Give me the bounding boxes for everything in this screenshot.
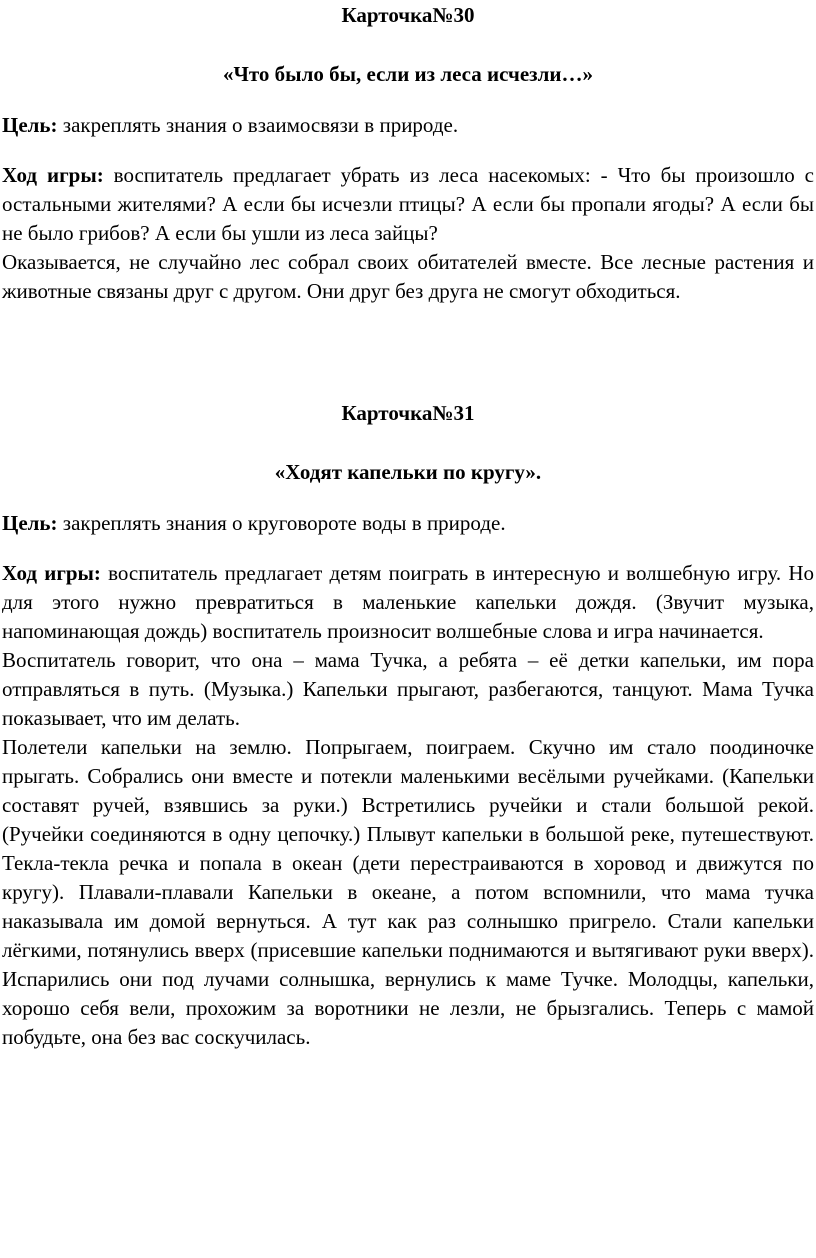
goal-text: закреплять знания о круговороте воды в природе. <box>57 511 506 535</box>
goal-label: Цель: <box>2 511 58 535</box>
body-paragraph: Воспитатель говорит, что она – мама Тучка, а ребята – её детки капельки, им пора отправляться в путь. (Музыка.) Капельки прыгают, разбегаются, танцуют. Мама Тучка показывает, что им делать. <box>2 648 814 730</box>
goal-paragraph <box>2 111 814 140</box>
course-paragraph <box>2 559 814 646</box>
card-title: Карточка№30 <box>341 3 475 27</box>
card-subtitle: «Что было бы, если из леса исчезли…» <box>222 62 593 86</box>
body-paragraph: Оказывается, не случайно лес собрал своих обитателей вместе. Все лесные растения и животные связаны друг с другом. Они друг без друга не смогут обходиться. <box>2 250 814 303</box>
goal-label: Цель: <box>2 113 58 137</box>
card-title: Карточка№31 <box>341 401 475 425</box>
course-label: Ход игры: <box>2 561 101 585</box>
course-paragraph <box>2 161 814 248</box>
card-subtitle: «Ходят капельки по кругу». <box>274 460 542 484</box>
course-label: Ход игры: <box>2 163 104 187</box>
goal-text: закреплять знания о взаимосвязи в природе. <box>57 113 459 137</box>
body-paragraph: Полетели капельки на землю. Попрыгаем, поиграем. Скучно им стало поодиночке прыгать. Собрались они вместе и потекли маленькими весёлыми ручейками. (Капельки составят ручей, взявшись за руки.) Встретились ручейки и стали большой рекой. (Ручейки соединяются в одну цепочку.) Плывут капельки в большой реке, путешествуют. Текла-текла речка и попала в океан (дети перестраиваются в хоровод и движутся по кругу). Плавали-плавали Капельки в океане, а потом вспомнили, что мама тучка наказывала им домой вернуться. А тут как раз солнышко пригрело. Стали капельки лёгкими, потянулись вверх (присевшие капельки поднимаются и вытягивают руки вверх). Испарились они под лучами солнышка, вернулись к маме Тучке. Молодцы, капельки, хорошо себя вели, прохожим за воротники не лезли, не брызгались. Теперь с мамой побудьте, она без вас соскучилась. <box>2 735 814 1049</box>
card-31 <box>2 398 814 1052</box>
card-30 <box>2 0 814 306</box>
course-text: воспитатель предлагает детям поиграть в интересную и волшебную игру. Но для этого нужно превратиться в маленькие капельки дождя. (Звучит музыка, напоминающая дождь) воспитатель произносит волшебные слова и игра начинается. <box>2 561 815 643</box>
goal-paragraph <box>2 509 814 538</box>
course-text: воспитатель предлагает убрать из леса насекомых: - Что бы произошло с остальными жителями? А если бы исчезли птицы? А если бы пропали ягоды? А если бы не было грибов? А если бы ушли из леса зайцы? <box>2 163 814 245</box>
